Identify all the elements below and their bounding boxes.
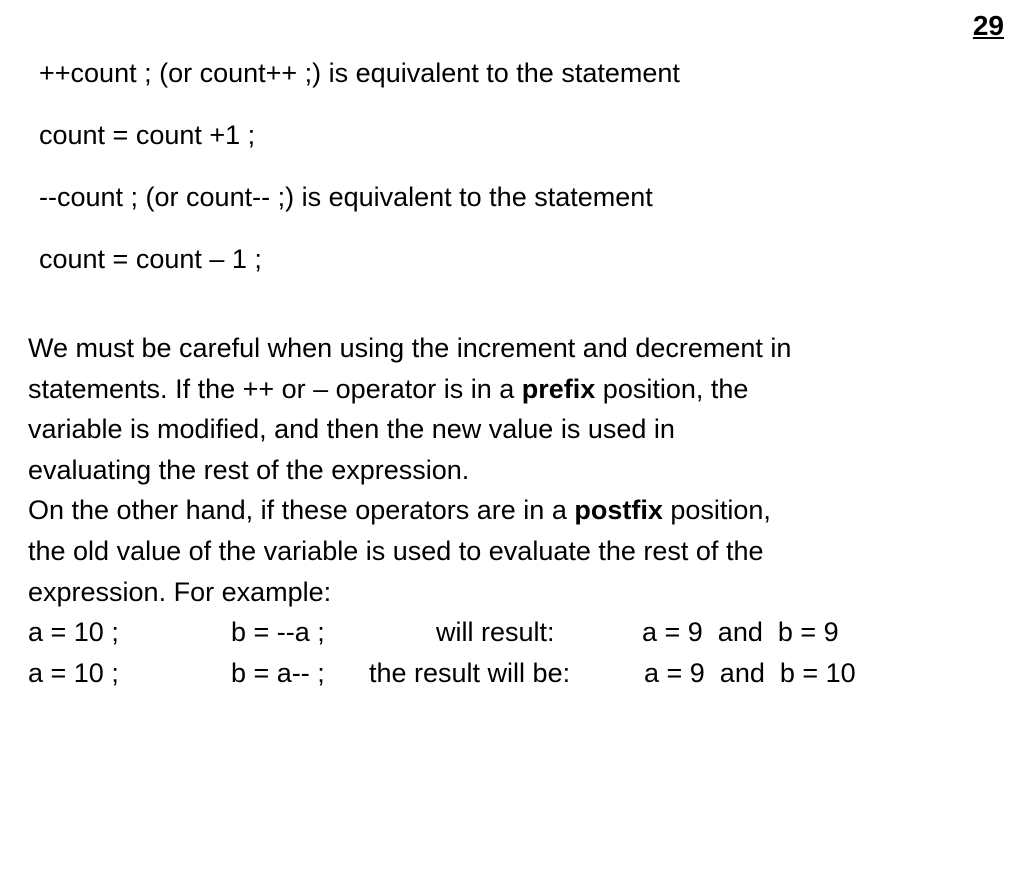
example-result: a = 9 and b = 9	[642, 617, 839, 648]
explanation-line-3: variable is modified, and then the new value is used in	[28, 414, 675, 445]
example-result: a = 9 and b = 10	[644, 657, 856, 688]
example-prefix	[28, 612, 1018, 653]
equivalence-statements	[39, 55, 680, 303]
decrement-equivalent-line: count = count – 1 ;	[39, 244, 262, 274]
prefix-increment-line: ++count ; (or count++ ;) is equivalent to the statement	[39, 58, 680, 88]
explanation-text: position,	[662, 495, 771, 526]
prefix-term: prefix	[521, 373, 596, 404]
explanation-line-1: We must be careful when using the increment and decrement in	[28, 333, 792, 363]
explanation-text: On the other hand, if these operators are in a	[28, 495, 575, 526]
page-number: 29	[972, 10, 1004, 41]
explanation-text: statements. If the ++ or – operator is in a	[28, 373, 522, 404]
example-postfix	[28, 653, 1018, 694]
explanation-line-7: expression. For example:	[28, 576, 332, 607]
explanation-line-4: evaluating the rest of the expression.	[28, 454, 470, 485]
example-statement: b = a-- ;	[231, 657, 325, 688]
example-assign: a = 10 ;	[28, 657, 119, 688]
example-assign: a = 10 ;	[28, 617, 119, 648]
explanation-line-2	[28, 369, 1018, 410]
explanation-paragraph	[28, 328, 1018, 693]
example-phrase: the result will be:	[369, 657, 571, 688]
postfix-term: postfix	[574, 495, 663, 526]
prefix-decrement-line: --count ; (or count-- ;) is equivalent to the statement	[39, 182, 653, 212]
explanation-line-6: the old value of the variable is used to evaluate the rest of the	[28, 535, 764, 566]
example-phrase: will result:	[436, 617, 555, 648]
increment-equivalent-line: count = count +1 ;	[39, 120, 256, 150]
explanation-text: position, the	[595, 373, 749, 404]
explanation-line-5	[28, 490, 1018, 531]
example-statement: b = --a ;	[231, 617, 325, 648]
